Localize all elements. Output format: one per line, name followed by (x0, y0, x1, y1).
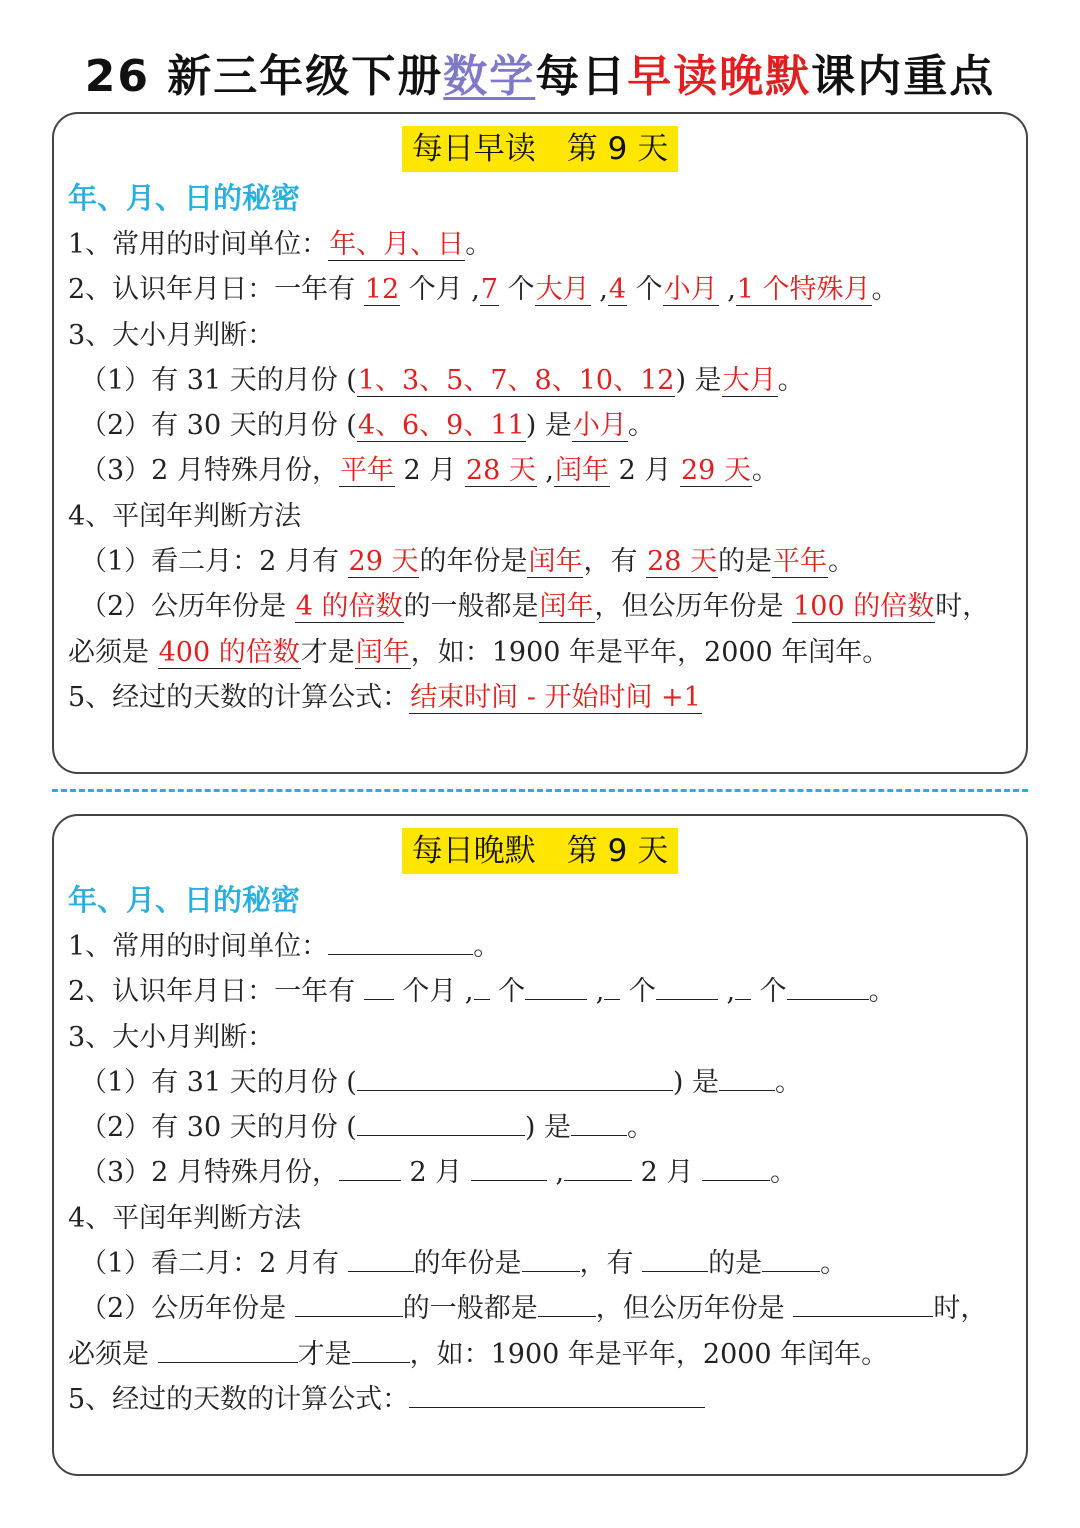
text: ) 是 (672, 1066, 719, 1098)
answer: 28 天 (465, 455, 536, 487)
answer: 结束时间 - 开始时间 +1 (410, 681, 701, 713)
text: ，有 (583, 546, 647, 578)
text: 个 (627, 274, 663, 306)
answer: 平年 (339, 455, 394, 487)
text: 2 月 (400, 1157, 471, 1189)
answer-blank[interactable] (364, 970, 394, 1000)
evening-line-11 (68, 1377, 1012, 1422)
answer-blank[interactable] (604, 970, 620, 1000)
answer-blank[interactable] (295, 1287, 403, 1317)
morning-subtitle: 年、月、日的秘密 (68, 181, 301, 215)
title-prefix: 26 新三年级下册 (84, 51, 444, 102)
answer-blank[interactable] (642, 1242, 708, 1272)
text: , (590, 274, 608, 306)
answer-blank[interactable] (357, 1106, 525, 1136)
answer: 年、月、日 (329, 229, 465, 260)
text: 2 月 (610, 455, 680, 487)
answer: 4、6、9、11 (357, 410, 525, 442)
answer-blank[interactable] (793, 1287, 933, 1317)
text: 。 (627, 410, 655, 442)
text: 。 (774, 1066, 802, 1098)
morning-reading-card (52, 112, 1028, 774)
text: 个 (751, 976, 787, 1008)
text: 个 (620, 976, 656, 1008)
text: 必须是 (68, 636, 158, 668)
text: 5、经过的天数的计算公式： (68, 681, 410, 713)
answer: 100 的倍数 (793, 591, 935, 623)
answer-blank[interactable] (735, 970, 751, 1000)
morning-line-11 (68, 675, 1012, 720)
text: 。 (777, 364, 805, 396)
text: 个月 , (400, 274, 480, 306)
morning-content (68, 176, 1012, 720)
text: 才是 (300, 636, 355, 668)
evening-line-7: 4、平闰年判断方法 (68, 1202, 302, 1234)
text: 。 (820, 1248, 848, 1280)
morning-line-9 (68, 584, 1012, 629)
text: ，如：1900 年是平年，2000 年闰年。 (410, 636, 890, 668)
morning-line-10 (68, 630, 1012, 675)
morning-line-5 (68, 403, 1012, 448)
text: , (536, 455, 555, 487)
answer-blank[interactable] (328, 925, 473, 955)
text: 的年份是 (419, 546, 528, 578)
answer-blank[interactable] (571, 1106, 627, 1136)
text: ) 是 (675, 364, 722, 396)
morning-header-label: 每日早读 第 9 天 (402, 126, 678, 172)
text: 。 (868, 976, 896, 1008)
text: 才是 (297, 1338, 352, 1370)
evening-line-8 (68, 1241, 1012, 1286)
answer: 小月 (572, 410, 627, 442)
evening-header-label: 每日晚默 第 9 天 (402, 828, 678, 874)
text: 5、经过的天数的计算公式： (68, 1383, 410, 1415)
answer: 小月 (663, 274, 718, 306)
answer-blank[interactable] (525, 970, 587, 1000)
text: （3）2 月特殊月份， (80, 455, 339, 487)
answer: 4 (608, 274, 627, 306)
text: 2、认识年月日：一年有 (68, 274, 364, 306)
morning-line-6 (68, 448, 1012, 493)
text: 。 (770, 1157, 797, 1189)
answer: 1、3、5、7、8、10、12 (357, 364, 675, 396)
text: （1）有 31 天的月份 ( (80, 364, 357, 396)
morning-line-8 (68, 539, 1012, 584)
text: （1）看二月：2 月有 (80, 546, 348, 578)
evening-line-6 (68, 1150, 1012, 1195)
answer-blank[interactable] (702, 1151, 770, 1181)
answer: 400 的倍数 (158, 636, 300, 668)
morning-line-2 (68, 267, 1012, 312)
text: 的是 (718, 546, 773, 578)
text: 个 (489, 976, 526, 1008)
text: ) 是 (524, 1112, 571, 1144)
dashed-divider (52, 789, 1028, 792)
morning-line-7: 4、平闰年判断方法 (68, 500, 302, 532)
text: 。 (871, 274, 899, 306)
evening-line-1 (68, 924, 1012, 969)
text: , (718, 274, 736, 306)
morning-header (54, 126, 1026, 172)
text: 时， (935, 591, 990, 623)
title-highlight: 早读晚默 (627, 51, 812, 102)
evening-line-2 (68, 969, 1012, 1014)
text: 的是 (708, 1248, 763, 1280)
text: 2、认识年月日：一年有 (68, 976, 364, 1008)
answer-blank[interactable] (409, 1378, 705, 1408)
text: ) 是 (525, 410, 572, 442)
evening-subtitle: 年、月、日的秘密 (68, 883, 301, 917)
text: 的一般都是 (402, 1293, 538, 1325)
text: 。 (473, 931, 501, 962)
answer-blank[interactable] (656, 970, 718, 1000)
morning-line-4 (68, 358, 1012, 403)
morning-line-3: 3、大小月判断： (68, 319, 275, 351)
page-title (0, 40, 1080, 104)
evening-line-9 (68, 1286, 1012, 1331)
answer: 大月 (722, 364, 777, 396)
title-math: 数学 (443, 51, 536, 102)
evening-header (54, 828, 1026, 874)
answer-blank[interactable] (339, 1151, 401, 1181)
answer-blank[interactable] (357, 1061, 673, 1091)
answer-blank[interactable] (348, 1242, 414, 1272)
text: ，如：1900 年是平年，2000 年闰年。 (409, 1338, 889, 1370)
answer-blank[interactable] (719, 1061, 775, 1091)
answer-blank[interactable] (471, 1151, 547, 1181)
evening-recitation-card (52, 814, 1028, 1476)
text: 的年份是 (413, 1248, 522, 1280)
text: （2）公历年份是 (80, 591, 295, 623)
answer-blank[interactable] (522, 1242, 580, 1272)
answer-blank[interactable] (158, 1333, 298, 1363)
text: 个 (499, 274, 535, 306)
evening-content (68, 878, 1012, 1422)
answer: 29 天 (348, 546, 419, 578)
text: 个月 , (393, 976, 474, 1008)
text: ，有 (579, 1248, 643, 1280)
answer: 28 天 (647, 546, 718, 578)
text: 1、常用的时间单位： (68, 229, 329, 260)
answer-blank[interactable] (538, 1287, 596, 1317)
text: （1）有 31 天的月份 ( (80, 1066, 357, 1098)
answer: 闰年 (555, 455, 610, 487)
text: 。 (828, 546, 856, 578)
title-suffix: 课内重点 (811, 51, 996, 102)
text: 。 (465, 229, 493, 260)
text: ，但公历年份是 (594, 591, 793, 623)
answer: 1 个特殊月 (736, 274, 871, 306)
evening-line-5 (68, 1105, 1012, 1150)
text: , (546, 1157, 565, 1189)
text: 。 (751, 455, 779, 487)
text: , (717, 976, 736, 1008)
answer-blank[interactable] (787, 970, 869, 1000)
answer: 平年 (773, 546, 828, 578)
answer: 7 (480, 274, 499, 306)
text: 必须是 (68, 1338, 158, 1370)
answer: 闰年 (539, 591, 594, 623)
answer: 12 (364, 274, 400, 306)
title-mid: 每日 (535, 51, 628, 102)
answer: 29 天 (680, 455, 751, 487)
text: （3）2 月特殊月份， (80, 1157, 339, 1189)
text: （2）公历年份是 (80, 1293, 295, 1325)
text: 时， (933, 1293, 988, 1325)
answer-blank[interactable] (474, 970, 490, 1000)
answer-blank[interactable] (352, 1333, 410, 1363)
text: （2）有 30 天的月份 ( (80, 410, 357, 442)
text: ，但公历年份是 (595, 1293, 794, 1325)
text: （1）看二月：2 月有 (80, 1248, 348, 1280)
morning-line-1 (68, 222, 1012, 267)
text: 。 (626, 1112, 654, 1144)
text: 1、常用的时间单位： (68, 931, 329, 962)
text: 2 月 (632, 1157, 702, 1189)
evening-line-10 (68, 1332, 1012, 1377)
text: 的一般都是 (403, 591, 539, 623)
answer: 大月 (535, 274, 590, 306)
answer-blank[interactable] (564, 1151, 632, 1181)
answer: 闰年 (355, 636, 410, 668)
text: （2）有 30 天的月份 ( (80, 1112, 357, 1144)
evening-line-4 (68, 1060, 1012, 1105)
evening-line-3: 3、大小月判断： (68, 1021, 275, 1053)
answer: 4 的倍数 (295, 591, 403, 623)
answer: 闰年 (528, 546, 583, 578)
text: , (587, 976, 605, 1008)
text: 2 月 (394, 455, 465, 487)
answer-blank[interactable] (762, 1242, 820, 1272)
